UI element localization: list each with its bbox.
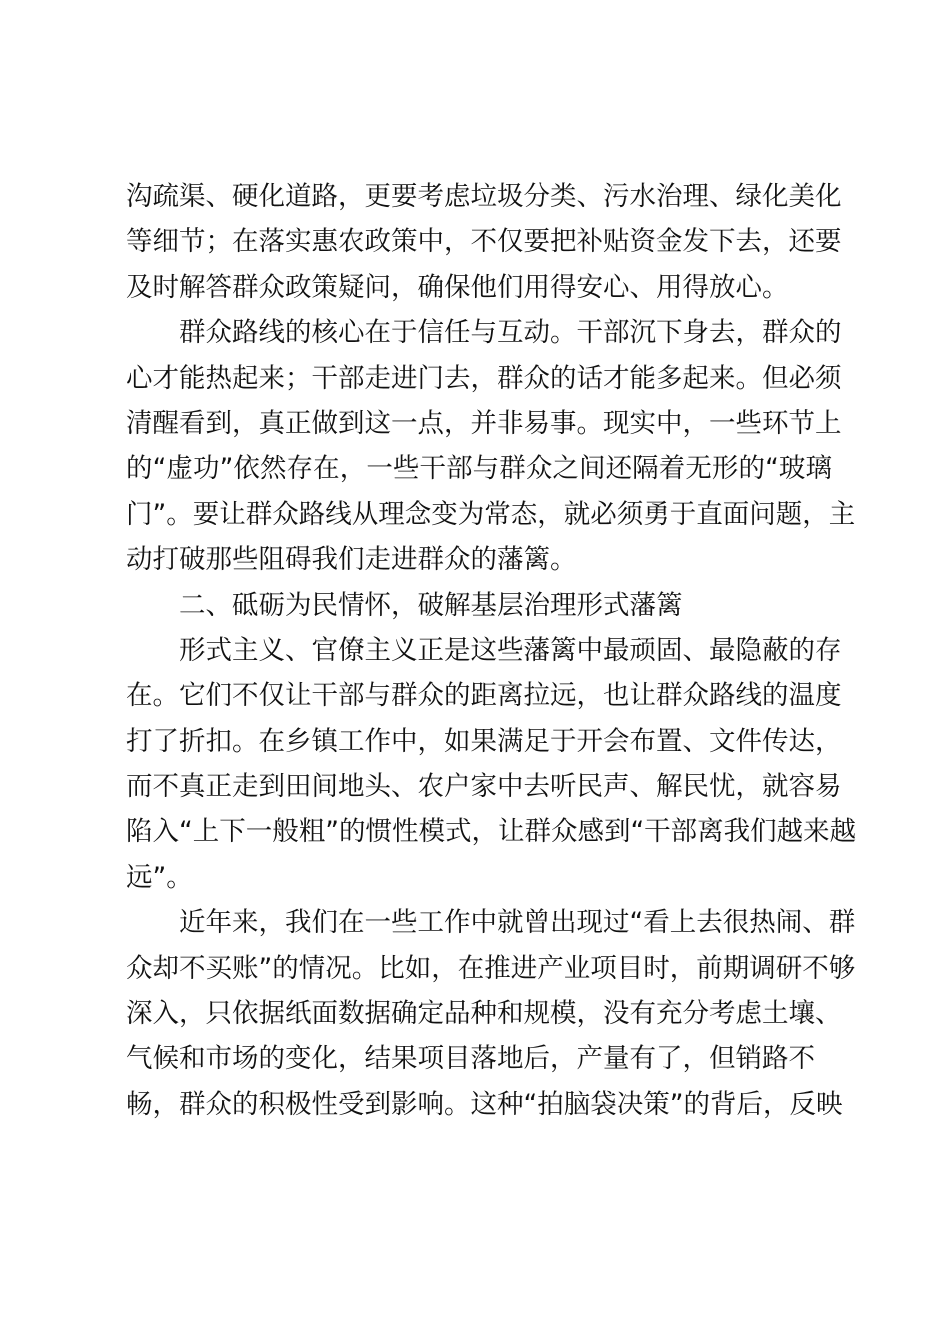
text-line: 清醒看到，真正做到这一点，并非易事。现实中，一些环节上 <box>126 407 842 439</box>
text-line: 打了折扣。在乡镇工作中，如果满足于开会布置、文件传达， <box>126 725 842 757</box>
body-text <box>126 174 857 1127</box>
text-line: 门”。要让群众路线从理念变为常态，就必须勇于直面问题，主 <box>126 498 856 530</box>
text-line: 沟疏渠、硬化道路，更要考虑垃圾分类、污水治理、绿化美化 <box>126 181 842 212</box>
text-line: 气候和市场的变化，结果项目落地后，产量有了，但销路不 <box>126 1043 815 1075</box>
text-line: 及时解答群众政策疑问，确保他们用得安心、用得放心。 <box>126 271 789 303</box>
text-line: 众却不买账”的情况。比如，在推进产业项目时，前期调研不够 <box>126 952 856 984</box>
text-line: 陷入“上下一般粗”的惯性模式，让群众感到“干部离我们越来越 <box>126 816 857 848</box>
text-line: 深入，只依据纸面数据确定品种和规模，没有充分考虑土壤、 <box>126 998 842 1030</box>
text-line: 动打破那些阻碍我们走进群众的藩篱。 <box>126 544 577 576</box>
text-line: 等细节；在落实惠农政策中，不仅要把补贴资金发下去，还要 <box>126 226 842 258</box>
text-line: 的“虚功”依然存在，一些干部与群众之间还隔着无形的“玻璃 <box>126 453 832 485</box>
text-line: 畅，群众的积极性受到影响。这种“拍脑袋决策”的背后，反映 <box>126 1088 843 1120</box>
paragraph-first-line: 形式主义、官僚主义正是这些藩篱中最顽固、最隐蔽的存 <box>179 634 842 666</box>
paragraph-first-line: 近年来，我们在一些工作中就曾出现过“看上去很热闹、群 <box>179 907 856 939</box>
text-line: 远”。 <box>126 861 193 893</box>
paragraph-first-line: 群众路线的核心在于信任与互动。干部沉下身去，群众的 <box>179 317 842 349</box>
text-line: 而不真正走到田间地头、农户家中去听民声、解民忧，就容易 <box>126 771 842 803</box>
text-line: 心才能热起来；干部走进门去，群众的话才能多起来。但必须 <box>126 362 842 394</box>
text-line: 在。它们不仅让干部与群众的距离拉远，也让群众路线的温度 <box>126 680 842 712</box>
section-heading: 二、砥砺为民情怀，破解基层治理形式藩篱 <box>179 589 683 621</box>
